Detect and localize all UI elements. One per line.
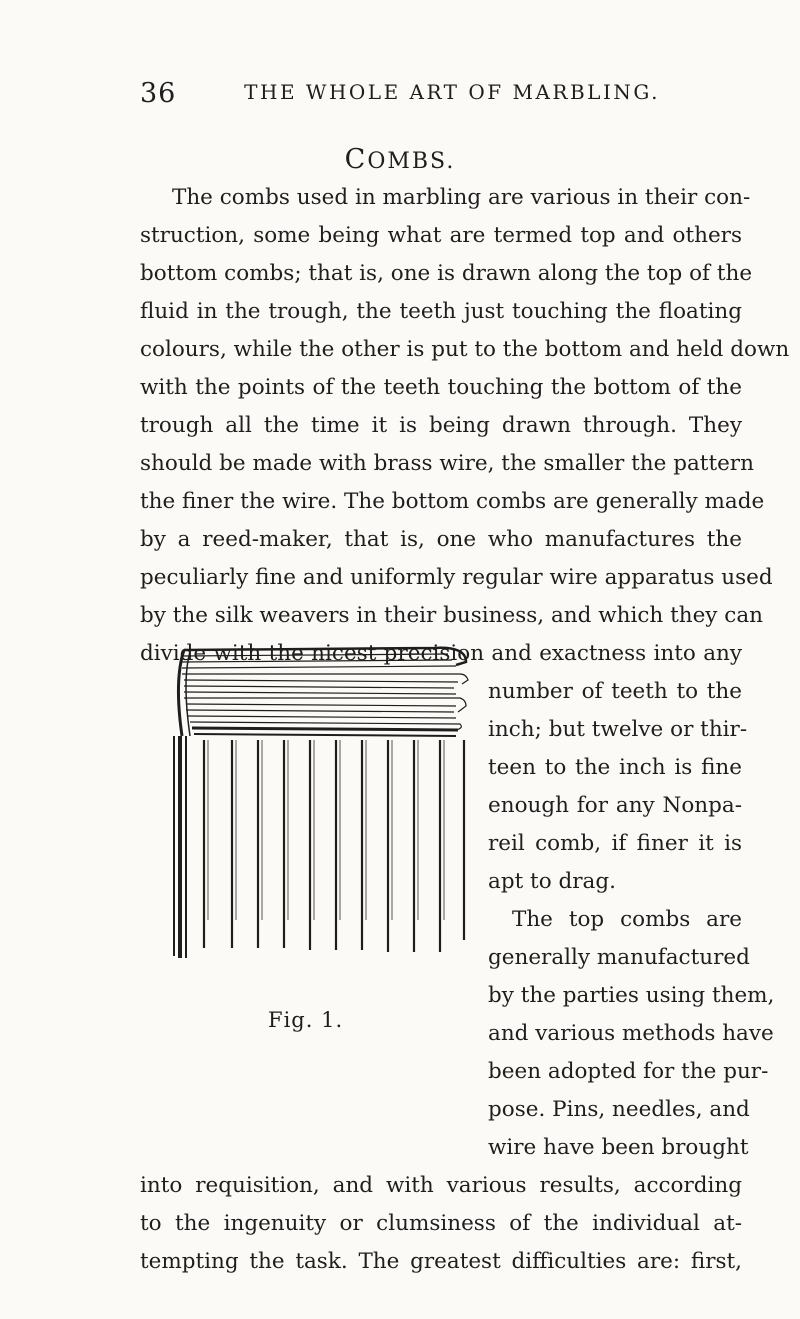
- body-line: by a reed-maker, that is, one who manufactures the: [140, 527, 742, 552]
- comb-illustration-icon: [166, 640, 484, 970]
- body-line: peculiarly fine and uniformly regular wire apparatus used: [140, 565, 773, 590]
- body-line: the finer the wire. The bottom combs are generally made: [140, 489, 765, 514]
- body-line: with the points of the teeth touching the bottom of the: [140, 375, 742, 400]
- body-line: The combs used in marbling are various in their con-: [172, 185, 751, 210]
- side-line: inch; but twelve or thir-: [488, 717, 748, 742]
- section-title: [0, 144, 800, 175]
- running-head: THE WHOLE ART OF MARBLING.: [244, 80, 660, 104]
- side-line: reil comb, if finer it is: [488, 831, 742, 856]
- side-line: by the parties using them,: [488, 983, 775, 1008]
- side-line: and various methods have: [488, 1021, 774, 1046]
- comb-figure: [166, 640, 484, 970]
- section-title-rest: OMBS.: [367, 149, 456, 174]
- body-line: divide with the nicest precision and exactness into any: [140, 641, 742, 666]
- body-line: to the ingenuity or clumsiness of the individual at-: [140, 1211, 742, 1236]
- body-line: colours, while the other is put to the bottom and held down: [140, 337, 790, 362]
- body-line: trough all the time it is being drawn through. They: [140, 413, 742, 438]
- side-line: enough for any Nonpa-: [488, 793, 742, 818]
- page-number: 36: [140, 78, 177, 109]
- page-header: [140, 78, 660, 108]
- body-line: fluid in the trough, the teeth just touching the floating: [140, 299, 742, 324]
- body-line: struction, some being what are termed top and others: [140, 223, 742, 248]
- body-line: should be made with brass wire, the smaller the pattern: [140, 451, 754, 476]
- side-line: teen to the inch is fine: [488, 755, 742, 780]
- side-line: number of teeth to the: [488, 679, 742, 704]
- side-line: been adopted for the pur-: [488, 1059, 769, 1084]
- section-title-initial: C: [344, 144, 368, 175]
- body-line: bottom combs; that is, one is drawn along the top of the: [140, 261, 753, 286]
- side-line: generally manufactured: [488, 945, 750, 970]
- side-line: The top combs are: [512, 907, 742, 932]
- body-line: by the silk weavers in their business, and which they can: [140, 603, 763, 628]
- side-line: apt to drag.: [488, 869, 616, 894]
- body-line: tempting the task. The greatest difficulties are: first,: [140, 1249, 742, 1274]
- body-line: into requisition, and with various results, according: [140, 1173, 742, 1198]
- figure-caption: Fig. 1.: [268, 1008, 344, 1032]
- side-line: wire have been brought: [488, 1135, 749, 1160]
- side-line: pose. Pins, needles, and: [488, 1097, 750, 1122]
